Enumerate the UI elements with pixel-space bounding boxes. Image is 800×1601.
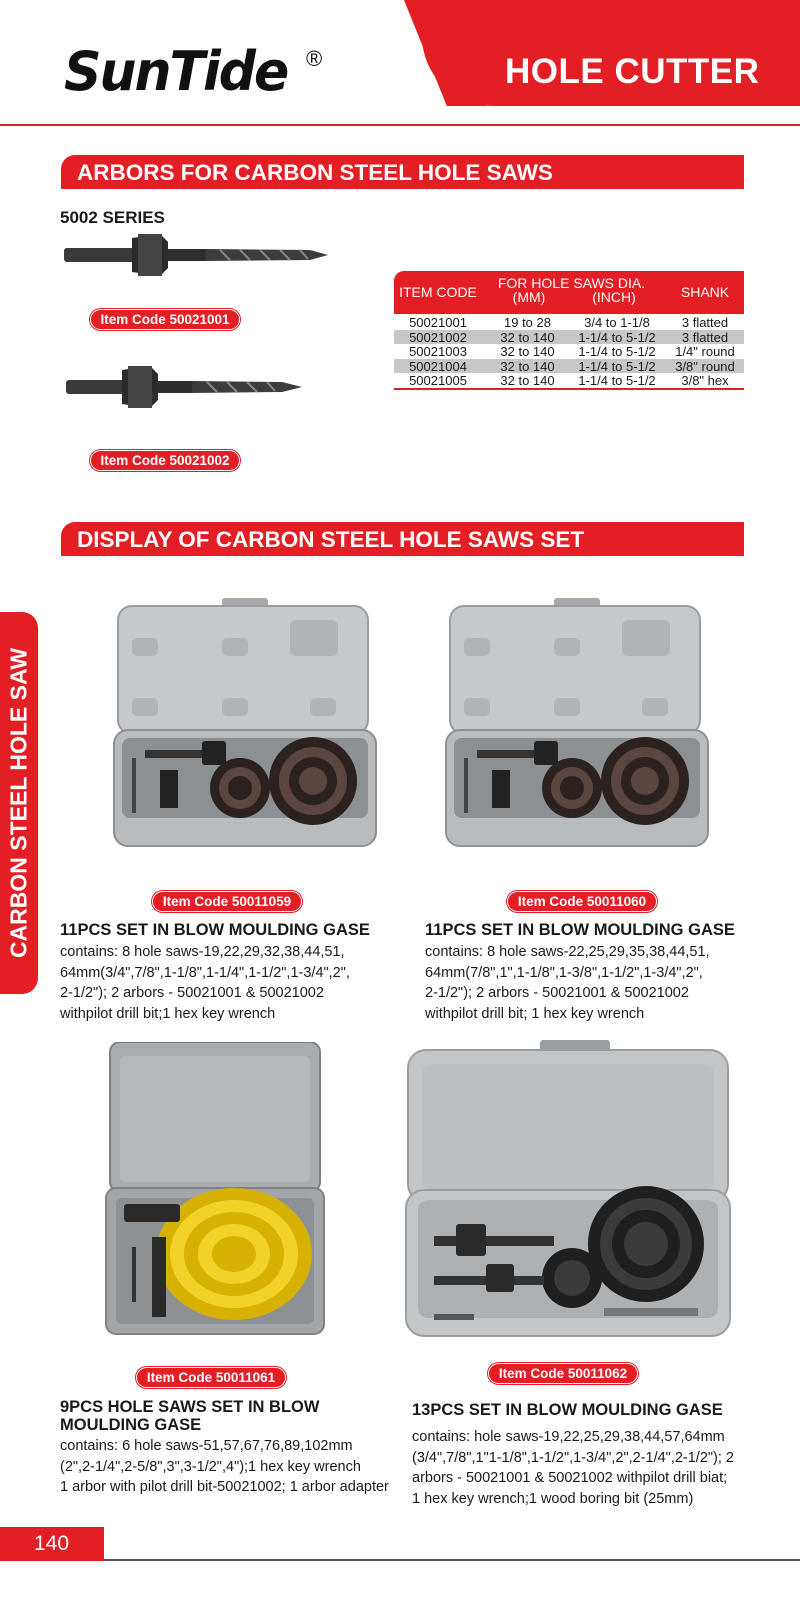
page-section-title: HOLE CUTTER — [505, 52, 760, 91]
section-heading-display: DISPLAY OF CARBON STEEL HOLE SAWS SET — [61, 522, 744, 556]
table-header — [394, 271, 744, 314]
cell-mm: 19 to 28 — [504, 315, 551, 330]
product-title: 13PCS SET IN BLOW MOULDING GASE — [412, 1401, 723, 1419]
desc-line: 1 hex key wrench;1 wood boring bit (25mm) — [412, 1490, 694, 1507]
cell-shank: 3 flatted — [681, 329, 729, 345]
item-code-badge: Item Code 50021002 — [90, 450, 240, 471]
product-image-50011060 — [442, 598, 714, 854]
desc-line: 64mm(7/8",1",1-1/8",1-3/8",1-1/2",1-3/4",2", — [425, 964, 703, 981]
title-line: MOULDING GASE — [60, 1416, 202, 1434]
col-hole-saw-dia: FOR HOLE SAWS DIA. — [497, 275, 646, 291]
product-title: 11PCS SET IN BLOW MOULDING GASE — [425, 921, 735, 939]
desc-line: 64mm(3/4",7/8",1-1/8",1-1/4",1-1/2",1-3/4",2", — [60, 964, 350, 981]
product-description — [60, 1436, 405, 1498]
cell-code: 50021004 — [409, 358, 467, 374]
desc-line: contains: 8 hole saws-19,22,29,32,38,44,51, — [60, 944, 345, 960]
table-row — [394, 330, 744, 345]
cell-inch: 1-1/4 to 5-1/2 — [578, 373, 656, 388]
brand-logo: SunTide — [64, 40, 288, 104]
arbor-image-50021002 — [62, 362, 308, 412]
product-title — [60, 1398, 319, 1434]
table-row — [394, 344, 744, 359]
cell-mm: 32 to 140 — [500, 344, 555, 359]
item-code-badge: Item Code 50011061 — [136, 1367, 286, 1388]
product-image-50011059 — [110, 598, 382, 854]
product-image-50011062 — [404, 1040, 738, 1340]
arbor-spec-table — [394, 271, 744, 390]
header-divider — [0, 124, 800, 126]
desc-line: 2-1/2"); 2 arbors - 50021001 & 50021002 — [425, 985, 689, 1001]
item-code-badge: Item Code 50011059 — [152, 891, 302, 912]
footer-rule — [104, 1559, 800, 1561]
desc-line: contains: 8 hole saws-22,25,29,35,38,44,51, — [425, 944, 710, 960]
item-code-badge: Item Code 50011062 — [488, 1363, 638, 1384]
product-description — [60, 942, 405, 1024]
cell-mm: 32 to 140 — [500, 329, 555, 345]
col-shank: SHANK — [680, 284, 730, 300]
product-description — [412, 1427, 772, 1509]
desc-line: 2-1/2"); 2 arbors - 50021001 & 50021002 — [60, 985, 324, 1001]
cell-inch: 3/4 to 1-1/8 — [584, 315, 650, 330]
table-row — [394, 373, 744, 388]
desc-line: withpilot drill bit; 1 hex key wrench — [425, 1005, 645, 1022]
cell-inch: 1-1/4 to 5-1/2 — [578, 344, 656, 359]
cell-shank: 1/4" round — [675, 344, 735, 359]
cell-shank: 3 flatted — [681, 315, 729, 330]
desc-line: 1 arbor with pilot drill bit-50021002; 1 arbor adapter — [60, 1479, 389, 1495]
cell-shank: 3/8" round — [675, 358, 735, 374]
desc-line: withpilot drill bit;1 hex key wrench — [60, 1005, 276, 1022]
product-image-50011061 — [104, 1042, 326, 1336]
col-inch: (INCH) — [592, 289, 636, 305]
cell-shank: 3/8" hex — [681, 373, 729, 388]
table-row — [394, 314, 744, 330]
series-label: 5002 SERIES — [60, 208, 165, 227]
desc-line: contains: hole saws-19,22,25,29,38,44,57,64mm — [412, 1429, 725, 1445]
col-mm: (MM) — [512, 289, 546, 305]
item-code-badge: Item Code 50011060 — [507, 891, 657, 912]
cell-code: 50021001 — [409, 315, 467, 330]
item-code-badge: Item Code 50021001 — [90, 309, 240, 330]
table-row — [394, 359, 744, 374]
section-heading-arbors: ARBORS FOR CARBON STEEL HOLE SAWS — [61, 155, 744, 189]
col-item-code: ITEM CODE — [399, 284, 477, 300]
desc-line: (2",2-1/4",2-5/8",3",3-1/2",4");1 hex key wrench — [60, 1458, 361, 1475]
desc-line: arbors - 50021001 & 50021002 withpilot drill biat; — [412, 1470, 728, 1486]
side-category-label: CARBON STEEL HOLE SAW — [5, 647, 32, 959]
desc-line: contains: 6 hole saws-51,57,67,76,89,102mm — [60, 1438, 353, 1454]
product-description — [425, 942, 770, 1024]
page-number: 140 — [0, 1527, 104, 1561]
cell-mm: 32 to 140 — [500, 373, 555, 388]
title-line: 9PCS HOLE SAWS SET IN BLOW — [60, 1398, 320, 1416]
registered-mark: ® — [306, 46, 323, 71]
arbor-image-50021001 — [60, 228, 332, 282]
product-title: 11PCS SET IN BLOW MOULDING GASE — [60, 921, 370, 939]
cell-inch: 1-1/4 to 5-1/2 — [578, 329, 656, 345]
cell-mm: 32 to 140 — [500, 358, 555, 374]
cell-code: 50021005 — [409, 373, 467, 388]
cell-inch: 1-1/4 to 5-1/2 — [578, 358, 656, 374]
cell-code: 50021003 — [409, 344, 467, 359]
desc-line: (3/4",7/8",1"1-1/8",1-1/2",1-3/4",2",2-1/4",2-1/2"); 2 — [412, 1449, 734, 1466]
cell-code: 50021002 — [409, 329, 467, 345]
